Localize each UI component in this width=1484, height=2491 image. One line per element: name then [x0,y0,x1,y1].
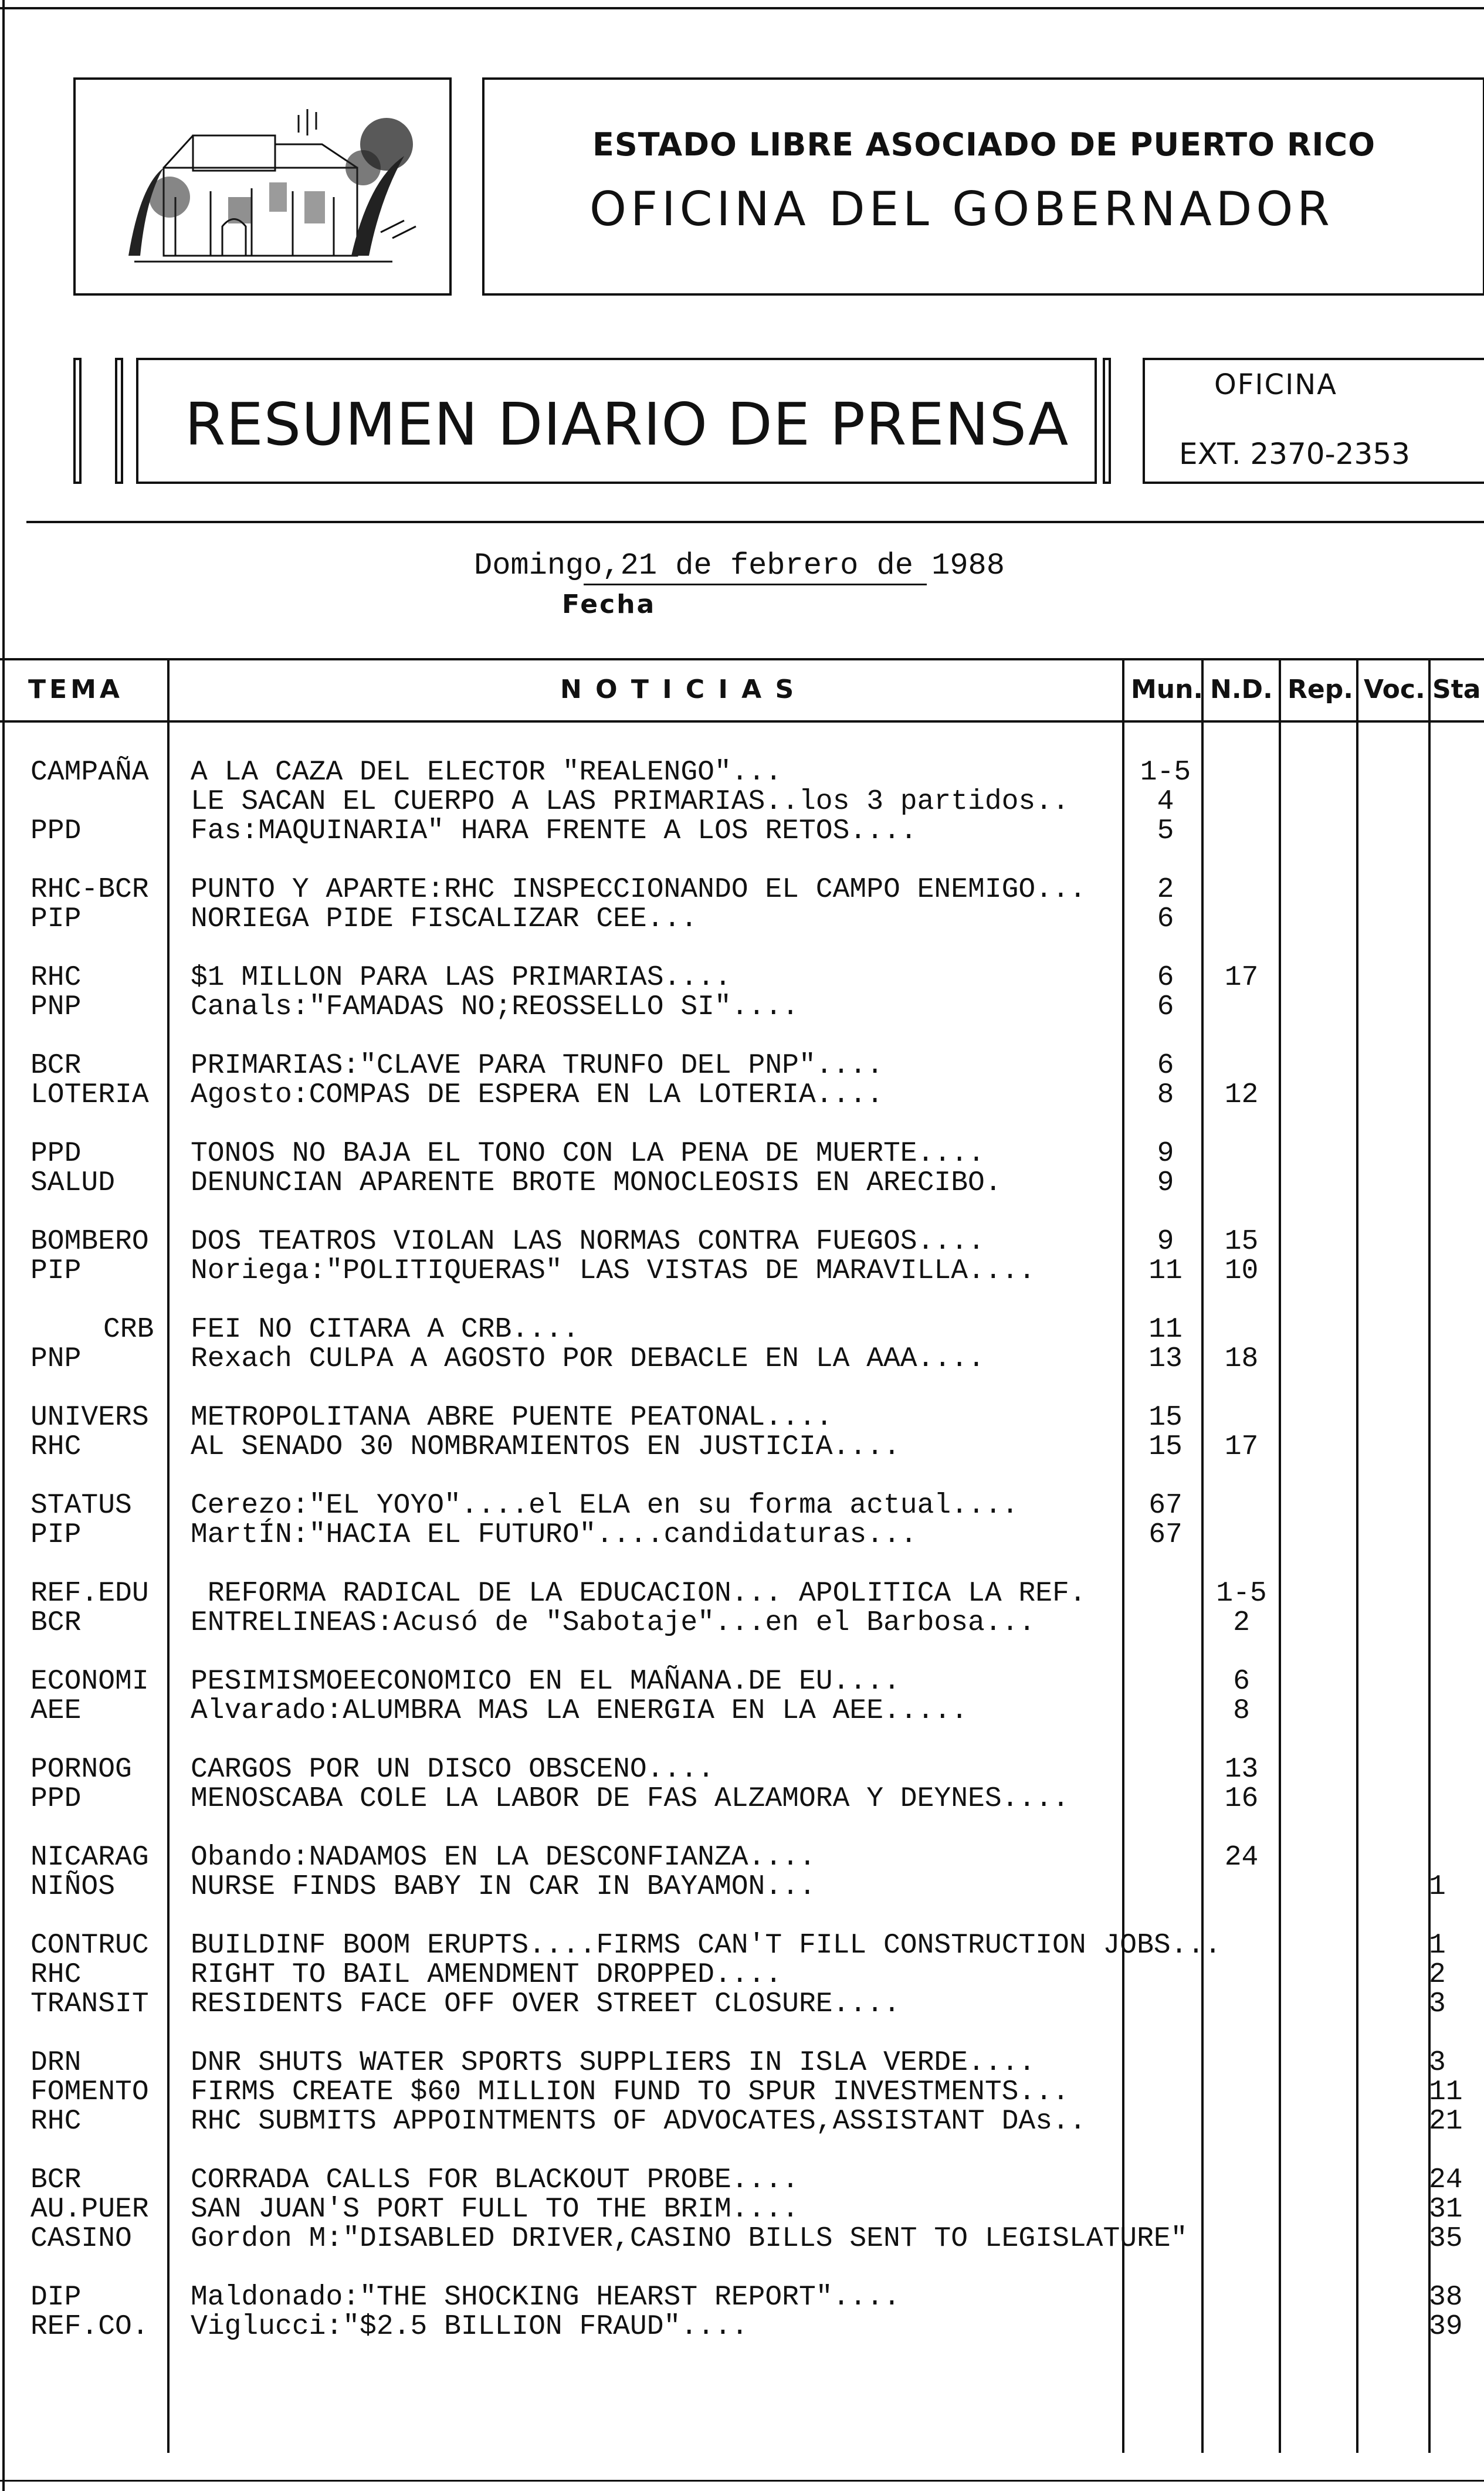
col-divider-noticias [1122,658,1124,2453]
row-mun-page: 15 [1148,1402,1183,1433]
row-noticia: Alvarado:ALUMBRA MAS LA ENERGIA EN LA AEE..... [191,1695,968,1727]
row-noticia: METROPOLITANA ABRE PUENTE PEATONAL.... [191,1402,833,1433]
row-tema: PPD [31,1138,82,1170]
row-mun-page: 13 [1148,1343,1183,1375]
row-mun-page: 15 [1148,1431,1183,1463]
row-tema: PPD [31,815,82,847]
row-tema: PNP [31,991,82,1023]
row-noticia: ENTRELINEAS:Acusó de "Sabotaje"...en el Barbosa... [191,1607,1036,1639]
row-tema: NIÑOS [31,1871,116,1903]
row-noticia: FIRMS CREATE $60 MILLION FUND TO SPUR INVESTMENTS... [191,2076,1069,2108]
row-tema: PIP [31,903,82,935]
date-underline [584,584,927,585]
row-tema: BCR [31,1607,82,1639]
row-noticia: Rexach CULPA A AGOSTO POR DEBACLE EN LA AAA.... [191,1343,985,1375]
row-nd-page: 24 [1224,1842,1259,1873]
row-tema: RHC-BCR [31,874,149,906]
row-nd-page: 16 [1224,1783,1259,1815]
row-mun-page: 67 [1148,1490,1183,1521]
row-noticia: Agosto:COMPAS DE ESPERA EN LA LOTERIA.... [191,1079,883,1111]
row-noticia: Maldonado:"THE SHOCKING HEARST REPORT".... [191,2282,900,2313]
row-mun-page: 8 [1157,1079,1174,1111]
row-nd-page: 17 [1224,1431,1259,1463]
row-noticia: SAN JUAN'S PORT FULL TO THE BRIM.... [191,2194,799,2225]
row-tema: REF.CO. [31,2311,149,2343]
col-header-noticias: N O T I C I A S [560,675,797,704]
row-tema: PIP [31,1255,82,1287]
row-nd-page: 10 [1224,1255,1259,1287]
row-tema: DIP [31,2282,82,2313]
row-nd-page: 8 [1233,1695,1250,1727]
row-tema: CASINO [31,2223,132,2255]
row-noticia: TONOS NO BAJA EL TONO CON LA PENA DE MUERTE.... [191,1138,985,1170]
row-tema: AEE [31,1695,82,1727]
col-header-tema: TEMA [28,675,123,704]
row-tema: PNP [31,1343,82,1375]
row-mun-page: 9 [1157,1167,1174,1199]
row-noticia: A LA CAZA DEL ELECTOR "REALENGO"... [191,757,782,788]
row-sta-page: 39 [1429,2311,1463,2343]
row-tema: CRB [103,1314,154,1346]
col-header-nd: N.D. [1210,675,1273,704]
row-mun-page: 11 [1148,1255,1183,1287]
row-mun-page: 2 [1157,874,1174,906]
row-tema: CAMPAÑA [31,757,149,788]
row-nd-page: 1-5 [1216,1578,1267,1609]
row-mun-page: 6 [1157,962,1174,994]
row-noticia: Gordon M:"DISABLED DRIVER,CASINO BILLS SENT TO LEGISLATURE" [191,2223,1188,2255]
row-noticia: FEI NO CITARA A CRB.... [191,1314,580,1346]
row-noticia: RHC SUBMITS APPOINTMENTS OF ADVOCATES,ASSISTANT DAs.. [191,2106,1086,2137]
row-noticia: LE SACAN EL CUERPO A LAS PRIMARIAS..los 3 partidos.. [191,786,1069,818]
row-nd-page: 6 [1233,1666,1250,1697]
col-header-voc: Voc. [1364,675,1425,704]
row-nd-page: 12 [1224,1079,1259,1111]
extension-number: EXT. 2370-2353 [1179,437,1410,471]
row-mun-page: 11 [1148,1314,1183,1346]
row-noticia: Fas:MAQUINARIA" HARA FRENTE A LOS RETOS.... [191,815,917,847]
row-mun-page: 6 [1157,1050,1174,1082]
row-tema: NICARAG [31,1842,149,1873]
report-date: Domingo,21 de febrero de 1988 [474,548,1005,583]
row-noticia: PRIMARIAS:"CLAVE PARA TRUNFO DEL PNP".... [191,1050,883,1082]
row-nd-page: 15 [1224,1226,1259,1258]
row-mun-page: 6 [1157,991,1174,1023]
row-sta-page: 11 [1429,2076,1463,2108]
row-sta-page: 2 [1429,1959,1446,1991]
row-mun-page: 5 [1157,815,1174,847]
row-sta-page: 1 [1429,1871,1446,1903]
title-bracket-right [1103,358,1111,484]
col-divider-rep [1356,658,1358,2453]
agency-name: ESTADO LIBRE ASOCIADO DE PUERTO RICO [592,126,1376,163]
row-mun-page: 9 [1157,1226,1174,1258]
col-divider-nd [1279,658,1281,2453]
row-tema: RHC [31,2106,82,2137]
row-sta-page: 38 [1429,2282,1463,2313]
row-tema: DRN [31,2047,82,2079]
row-noticia: NORIEGA PIDE FISCALIZAR CEE... [191,903,698,935]
row-noticia: Canals:"FAMADAS NO;REOSSELLO SI".... [191,991,799,1023]
page-bottom-line [0,2480,1484,2482]
row-tema: TRANSIT [31,1988,149,2020]
row-mun-page: 9 [1157,1138,1174,1170]
row-noticia: MENOSCABA COLE LA LABOR DE FAS ALZAMORA Y DEYNES.... [191,1783,1069,1815]
row-sta-page: 3 [1429,1988,1446,2020]
row-noticia: CARGOS POR UN DISCO OBSCENO.... [191,1754,714,1785]
row-noticia: PESIMISMOEECONOMICO EN EL MAÑANA.DE EU.... [191,1666,900,1697]
table-top-line [0,658,1484,660]
row-sta-page: 24 [1429,2164,1463,2196]
row-tema: BCR [31,1050,82,1082]
row-tema: PPD [31,1783,82,1815]
row-mun-page: 4 [1157,786,1174,818]
row-tema: BOMBERO [31,1226,149,1258]
row-tema: PIP [31,1519,82,1551]
row-noticia: REFORMA RADICAL DE LA EDUCACION... APOLITICA LA REF. [191,1578,1086,1609]
row-tema: ECONOMI [31,1666,149,1697]
top-border-line [0,7,1484,9]
date-label: Fecha [562,589,656,619]
col-header-mun: Mun. [1131,675,1204,704]
row-tema: SALUD [31,1167,116,1199]
row-tema: REF.EDU [31,1578,149,1609]
row-tema: RHC [31,962,82,994]
left-border-line [2,0,5,2491]
row-mun-page: 1-5 [1140,757,1191,788]
row-noticia: CORRADA CALLS FOR BLACKOUT PROBE.... [191,2164,799,2196]
office-label: OFICINA [1214,368,1337,401]
row-nd-page: 17 [1224,962,1259,994]
row-sta-page: 3 [1429,2047,1446,2079]
header-separator [26,521,1484,523]
title-bracket-left-outer [73,358,82,484]
row-nd-page: 18 [1224,1343,1259,1375]
row-tema: PORNOG [31,1754,132,1785]
row-noticia: $1 MILLON PARA LAS PRIMARIAS.... [191,962,731,994]
row-tema: RHC [31,1431,82,1463]
row-tema: STATUS [31,1490,132,1521]
row-mun-page: 67 [1148,1519,1183,1551]
row-nd-page: 13 [1224,1754,1259,1785]
row-tema: AU.PUER [31,2194,149,2225]
col-header-sta: Sta [1432,675,1481,704]
row-noticia: AL SENADO 30 NOMBRAMIENTOS EN JUSTICIA.... [191,1431,900,1463]
row-tema: CONTRUC [31,1930,149,1961]
row-sta-page: 35 [1429,2223,1463,2255]
row-sta-page: 1 [1429,1930,1446,1961]
row-tema: UNIVERS [31,1402,149,1433]
page-title: RESUMEN DIARIO DE PRENSA [185,390,1069,459]
row-mun-page: 6 [1157,903,1174,935]
logo-box [73,77,452,296]
col-divider-tema [167,658,170,2453]
row-tema: RHC [31,1959,82,1991]
row-noticia: Viglucci:"$2.5 BILLION FRAUD".... [191,2311,748,2343]
title-bracket-left-inner [115,358,123,484]
row-tema: FOMENTO [31,2076,149,2108]
fortaleza-logo [76,80,449,293]
row-tema: BCR [31,2164,82,2196]
row-nd-page: 2 [1233,1607,1250,1639]
row-noticia: NURSE FINDS BABY IN CAR IN BAYAMON... [191,1871,816,1903]
row-noticia: Noriega:"POLITIQUERAS" LAS VISTAS DE MARAVILLA.... [191,1255,1036,1287]
row-noticia: Obando:NADAMOS EN LA DESCONFIANZA.... [191,1842,816,1873]
row-noticia: BUILDINF BOOM ERUPTS....FIRMS CAN'T FILL CONSTRUCTION JOBS... [191,1930,1222,1961]
table-header-line [0,720,1484,723]
row-noticia: MartÍN:"HACIA EL FUTURO"....candidaturas... [191,1519,917,1551]
row-noticia: DOS TEATROS VIOLAN LAS NORMAS CONTRA FUEGOS.... [191,1226,985,1258]
row-noticia: DENUNCIAN APARENTE BROTE MONOCLEOSIS EN ARECIBO. [191,1167,1002,1199]
row-noticia: Cerezo:"EL YOYO"....el ELA en su forma actual.... [191,1490,1019,1521]
row-noticia: RESIDENTS FACE OFF OVER STREET CLOSURE.... [191,1988,900,2020]
col-header-rep: Rep. [1288,675,1353,704]
office-name: OFICINA DEL GOBERNADOR [589,182,1334,236]
row-sta-page: 21 [1429,2106,1463,2137]
row-noticia: DNR SHUTS WATER SPORTS SUPPLIERS IN ISLA VERDE.... [191,2047,1036,2079]
row-tema: LOTERIA [31,1079,149,1111]
row-noticia: PUNTO Y APARTE:RHC INSPECCIONANDO EL CAMPO ENEMIGO... [191,874,1086,906]
row-noticia: RIGHT TO BAIL AMENDMENT DROPPED.... [191,1959,782,1991]
row-sta-page: 31 [1429,2194,1463,2225]
